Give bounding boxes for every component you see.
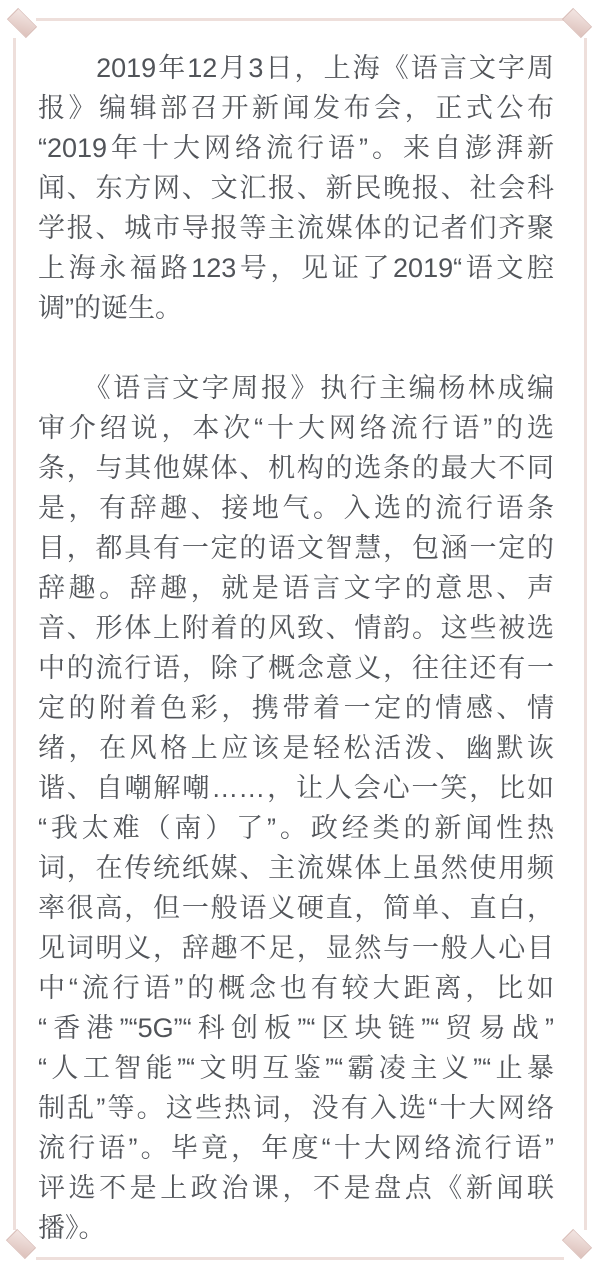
text-line: 目，都具有一定的语文智慧，包涵一定的 [38,533,554,563]
text-line: 制乱”等。这些热词，没有入选“十大网络 [38,1093,554,1123]
corner-diamond-icon-bottom-right [562,1229,592,1259]
text-line: 报》编辑部召开新闻发布会，正式公布 [38,93,554,123]
frame-right-line [584,38,587,1230]
text-line: 上海永福路123号，见证了2019“语文腔 [38,253,554,283]
text-line: 词，在传统纸媒、主流媒体上虽然使用频 [38,853,554,883]
text-line: 播》。 [38,1213,106,1243]
text-line: 闻、东方网、文汇报、新民晚报、社会科 [38,173,554,203]
text-line: 中的流行语，除了概念意义，往往还有一 [38,653,554,683]
corner-diamond-icon-top-right [562,8,592,38]
text-line: 中“流行语”的概念也有较大距离，比如 [38,973,554,1003]
text-line: 谐、自嘲解嘲……，让人会心一笑，比如 [38,773,554,803]
article-paragraph-1 [38,48,554,328]
text-line: “人工智能”“文明互鉴”“霸凌主义”“止暴 [38,1053,554,1083]
corner-diamond-icon-bottom-left [6,1229,36,1259]
corner-diamond-icon-top-left [7,8,37,38]
text-line: 定的附着色彩，携带着一定的情感、情 [38,693,554,723]
text-line: “2019年十大网络流行语”。来自澎湃新 [38,133,554,163]
text-line: 调”的诞生。 [38,293,182,323]
text-line: “我太难（南）了”。政经类的新闻性热 [38,813,554,843]
frame-left-line [13,38,16,1230]
text-line: 审介绍说，本次“十大网络流行语”的选 [38,413,554,443]
frame-bottom-line [36,1257,564,1260]
text-line: 流行语”。毕竟，年度“十大网络流行语” [38,1133,554,1163]
text-line: 2019年12月3日，上海《语言文字周 [38,53,554,83]
text-line: “香港”“5G”“科创板”“区块链”“贸易战” [38,1013,554,1043]
text-line: 率很高，但一般语义硬直，简单、直白， [38,893,554,923]
text-line: 评选不是上政治课，不是盘点《新闻联 [38,1173,554,1203]
text-line: 是，有辞趣、接地气。入选的流行语条 [38,493,554,523]
article-paragraph-2 [38,368,554,1248]
text-line: 条，与其他媒体、机构的选条的最大不同 [38,453,554,483]
article-body [38,48,554,1248]
frame-top-line [36,18,564,21]
text-line: 绪，在风格上应该是轻松活泼、幽默诙 [38,733,554,763]
text-line: 《语言文字周报》执行主编杨林成编 [38,373,554,403]
text-line: 辞趣。辞趣，就是语言文字的意思、声 [38,573,554,603]
text-line: 音、形体上附着的风致、情韵。这些被选 [38,613,554,643]
text-line: 见词明义，辞趣不足，显然与一般人心目 [38,933,554,963]
text-line: 学报、城市导报等主流媒体的记者们齐聚 [38,213,554,243]
